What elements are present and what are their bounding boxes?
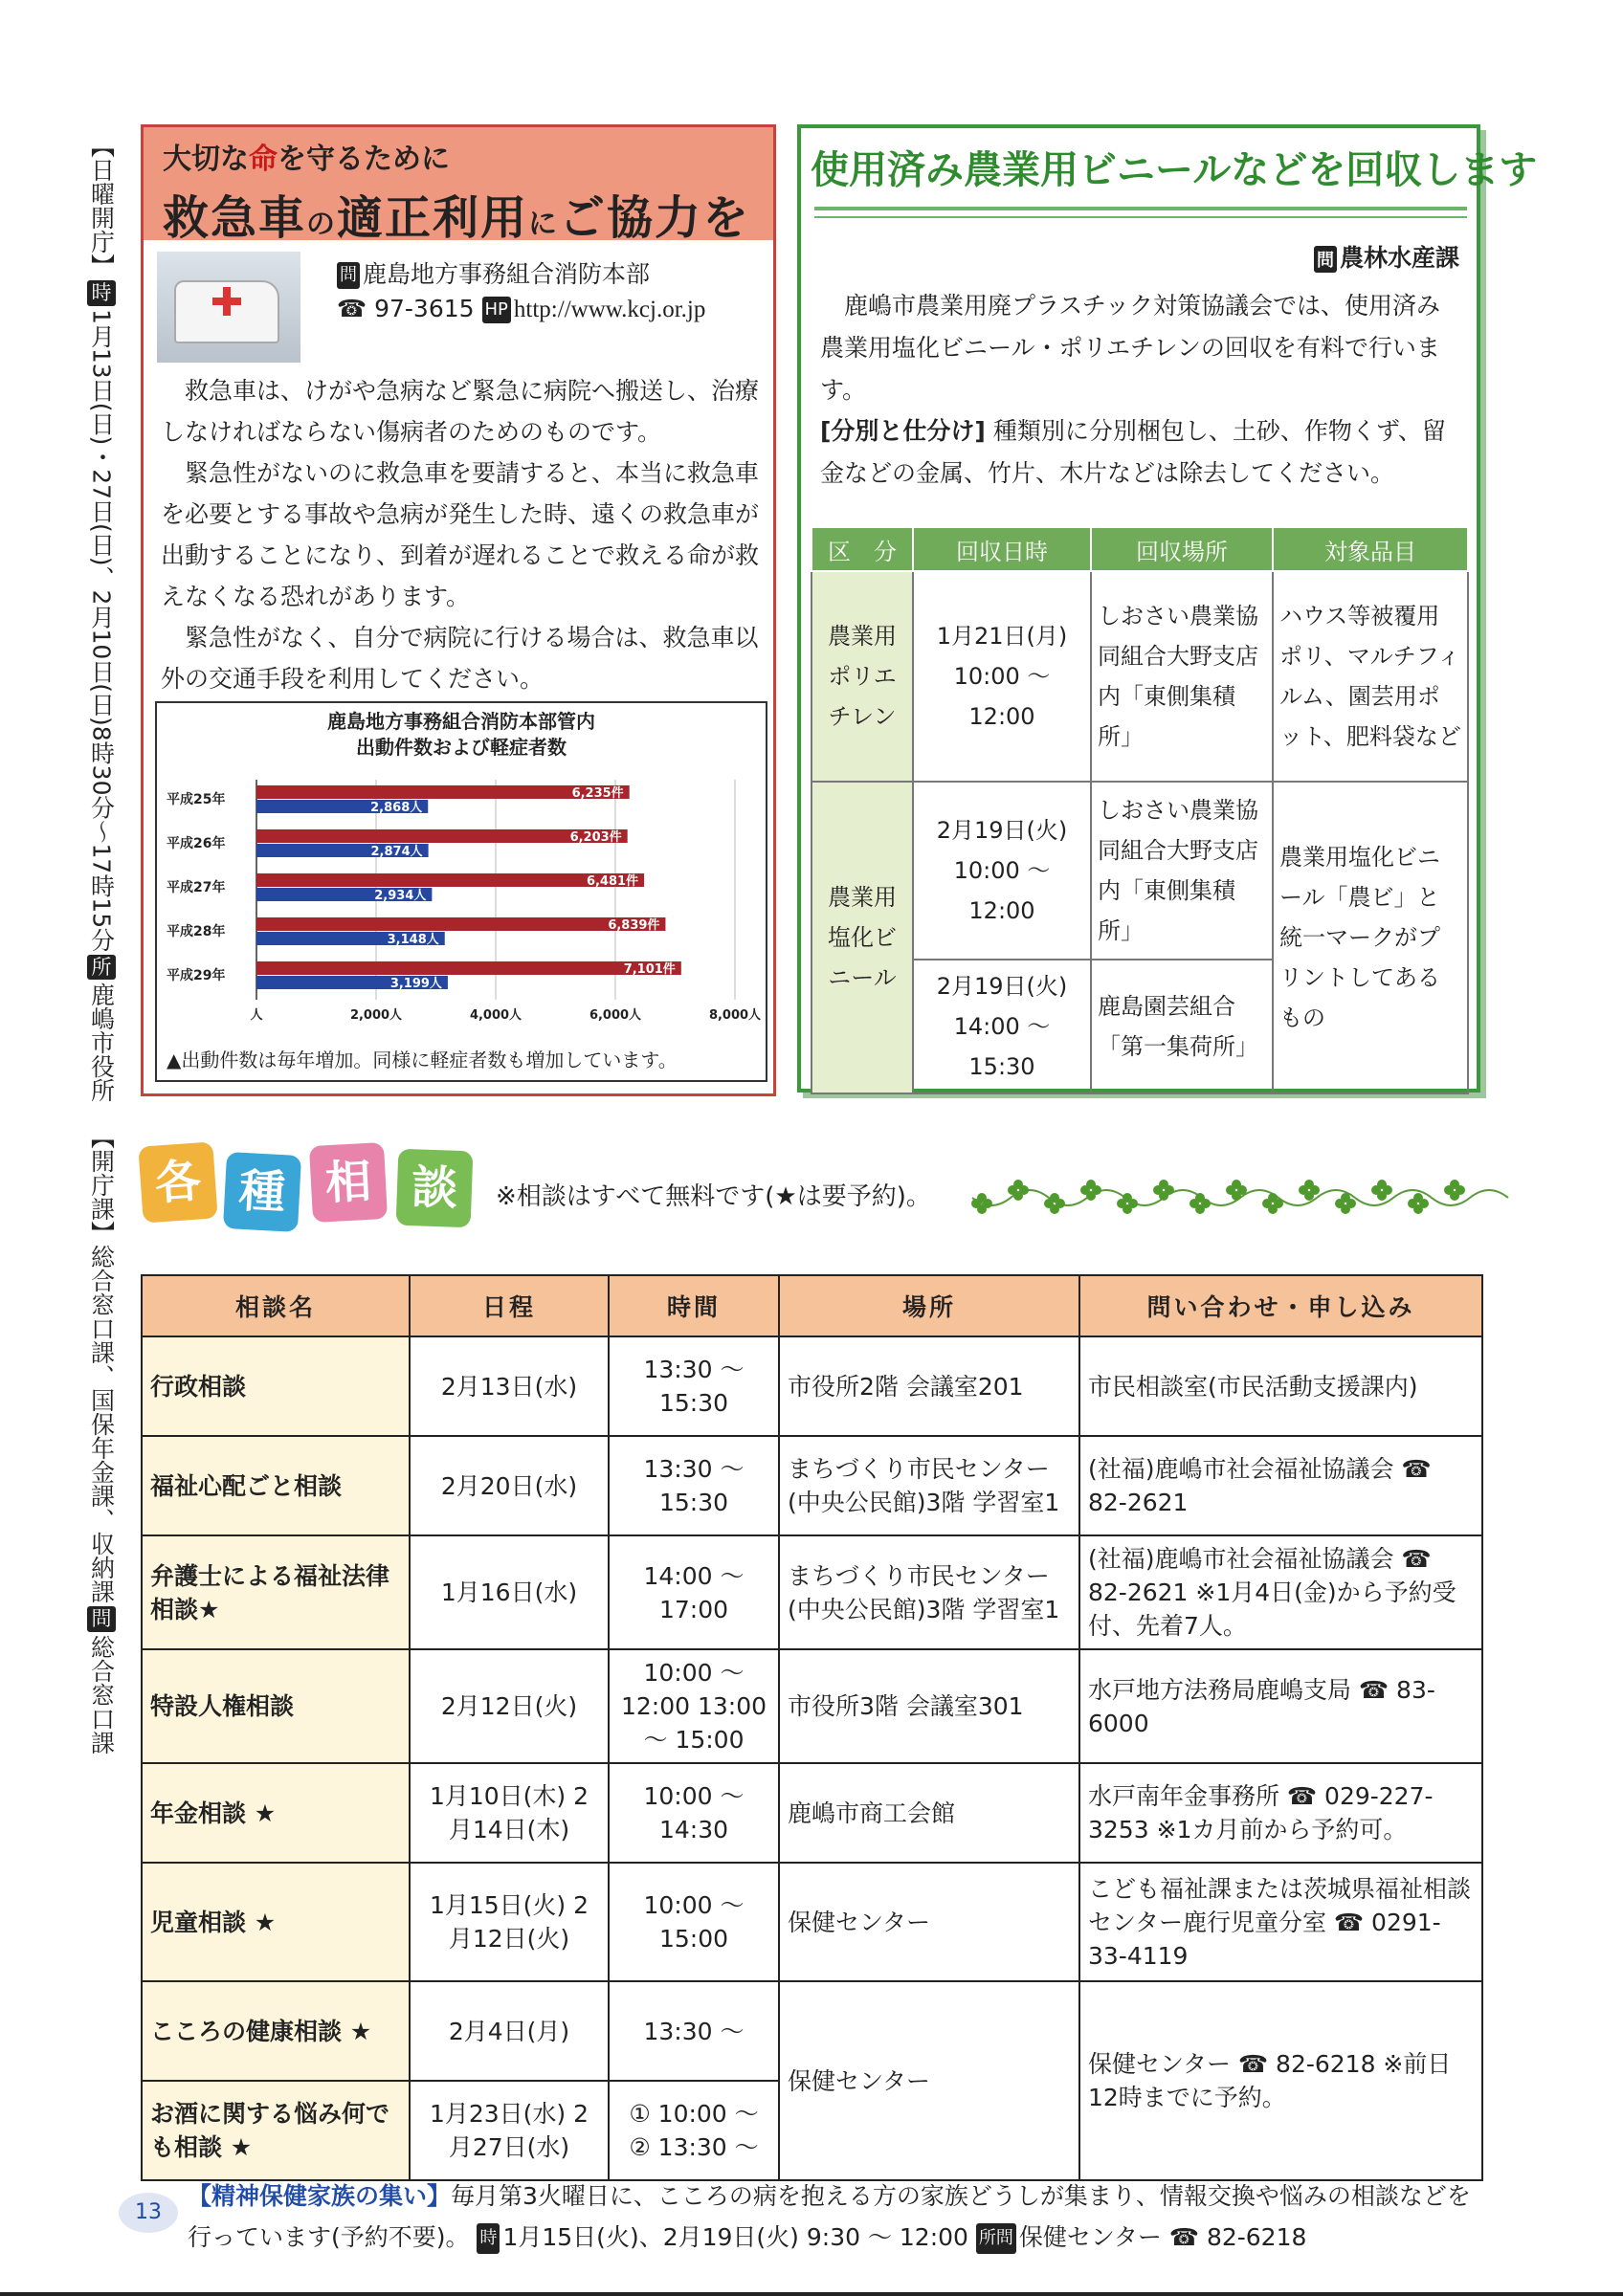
table-row [142,1863,1482,1981]
vinyl-dept: 問 農林水産課 [1314,239,1459,274]
sunday-dates: 1月13日(日)・27日(日)、2月10日(日)8時30分〜17時15分 [87,308,116,952]
clover-icon [1189,1193,1211,1214]
family-meeting-note [188,2175,1489,2258]
consult-time: 13:30 〜 15:30 [609,1436,779,1535]
consult-time: 14:00 〜 17:00 [609,1535,779,1649]
heading-tile: 各 [138,1141,217,1223]
inquiry-dept: 総合窓口課 [87,1635,116,1755]
date-cell: 1月21日(月) 10:00 〜 12:00 [913,571,1091,782]
consult-time: 13:30 〜 15:30 [609,1336,779,1436]
time-tag: 時 [477,2223,500,2255]
vinyl-body [820,285,1463,495]
consult-contact: 保健センター ☎ 82-6218 ※前日12時までに予約。 [1079,1981,1482,2180]
chart-caption: ▲出動件数は毎年増加。同様に軽症者数も増加しています。 [167,1049,678,1071]
consult-contact: 市民相談室(市民活動支援課内) [1079,1336,1482,1436]
clover-icon [1080,1180,1101,1201]
items-cell: 農業用塩化ビニール「農ビ」と統一マークがプリントしてあるもの [1273,782,1468,1093]
consult-name: 福祉心配ごと相談 [142,1436,410,1535]
clover-icon [1153,1180,1174,1201]
consult-time: 10:00 〜 15:00 [609,1863,779,1981]
bar [256,917,665,931]
consult-name: お酒に関する悩み何でも相談 ★ [142,2081,410,2180]
contact-url[interactable]: http://www.kcj.or.jp [513,297,706,323]
consult-note: ※相談はすべて無料です(★は要予約)。 [496,1182,931,1211]
date-cell: 2月19日(火) 14:00 〜 15:30 [913,960,1091,1093]
table-row [812,571,1468,782]
clover-icon [1226,1180,1247,1201]
vinyl-para-1: 鹿嶋市農業用廃プラスチック対策協議会では、使用済み農業用塩化ビニール・ポリエチレンの回収を有料で行います。 [820,292,1441,404]
bar-value-label: 7,101件 [623,962,676,977]
place-tag: 所 [87,955,116,981]
heading-tile: 種 [223,1152,301,1232]
place-cell: しおさい農業協同組合大野支店内「東側集積所」 [1091,782,1273,960]
consult-name: 児童相談 ★ [142,1863,410,1981]
consult-contact: 水戸南年金事務所 ☎ 029-227-3253 ※1カ月前から予約可。 [1079,1763,1482,1863]
clover-vine-decoration [968,1173,1483,1221]
sidebar-info [80,134,122,1856]
bar-value-label: 2,874人 [370,845,423,859]
consult-contact: 水戸地方法務局鹿嶋支局 ☎ 83-6000 [1079,1649,1482,1763]
date-cell: 2月19日(火) 10:00 〜 12:00 [913,782,1091,960]
homepage-badge: HP [482,297,511,323]
consult-place: 保健センター [779,1981,1079,2180]
contact-tel: 97-3615 [374,295,475,323]
consult-contact: (社福)鹿嶋市社会福祉協議会 ☎ 82-2621 ※1月4日(金)から予約受付、先着7人。 [1079,1535,1482,1649]
consultation-table [141,1274,1483,2181]
vinyl-title: 使用済み農業用ビニールなどを回収します [811,148,1538,192]
phone-icon: ☎ [337,295,367,323]
inquiry-badge: 問 [337,262,360,289]
place-cell: しおさい農業協同組合大野支店内「東側集積所」 [1091,571,1273,782]
clover-icon [1444,1180,1465,1201]
bar-value-label: 3,199人 [389,977,442,991]
col-header-time: 時間 [609,1275,779,1336]
col-header-category: 区 分 [812,527,913,571]
consult-name: 弁護士による福祉法律相談★ [142,1535,410,1649]
consult-name: 行政相談 [142,1336,410,1436]
family-meeting-lead: 【精神保健家族の集い】 [188,2182,452,2210]
table-row [142,1436,1482,1535]
heading-tile: 相 [309,1142,388,1223]
category-label: 平成25年 [167,792,226,807]
consult-time: 13:30 〜 [609,1981,779,2081]
consult-schedule: 2月13日(水) [410,1336,609,1436]
x-tick-label: 4,000人 [469,1008,522,1023]
consult-schedule: 1月15日(火) 2月12日(火) [410,1863,609,1981]
consult-schedule: 2月4日(月) [410,1981,609,2081]
consult-contact: こども福祉課または茨城県福祉相談センター鹿行児童分室 ☎ 0291-33-4119 [1079,1863,1482,1981]
category-cell: 農業用ポリエチレン [812,571,913,782]
vinyl-article [797,124,1538,1093]
place-tag: 所問 [976,2223,1016,2255]
x-tick-label: 6,000人 [589,1008,642,1023]
time-tag: 時 [87,280,116,306]
category-label: 平成29年 [167,968,226,983]
family-meeting-time: 1月15日(火)、2月19日(火) 9:30 〜 12:00 [502,2223,968,2251]
x-tick-label: 8,000人 [708,1008,762,1023]
table-row [142,1336,1482,1436]
consult-schedule: 2月12日(火) [410,1649,609,1763]
table-row [142,1763,1482,1863]
consult-schedule: 1月23日(水) 2月27日(水) [410,2081,609,2180]
bar-value-label: 6,839件 [608,918,660,933]
collection-table [811,526,1469,1094]
clover-icon [1408,1193,1429,1214]
consult-place: 市役所3階 会議室301 [779,1649,1079,1763]
consult-place: まちづくり市民センター(中央公民館)3階 学習室1 [779,1436,1079,1535]
vinyl-para-2: [分別と仕分け] 種類別に分別梱包し、土砂、作物くず、留金などの金属、竹片、木片などは除去してください。 [820,417,1446,487]
table-row [142,1649,1482,1763]
consult-schedule: 2月20日(水) [410,1436,609,1535]
page-number: 13 [119,2193,178,2233]
consult-contact: (社福)鹿嶋市社会福祉協議会 ☎ 82-2621 [1079,1436,1482,1535]
dispatch-chart [155,701,767,1082]
bar [256,961,681,975]
consult-time: ① 10:00 〜 ② 13:30 〜 [609,2081,779,2180]
bar-value-label: 6,203件 [569,830,622,845]
consult-time: 10:00 〜 14:30 [609,1763,779,1863]
consult-schedule: 1月16日(水) [410,1535,609,1649]
bar-value-label: 3,148人 [387,933,439,947]
consult-name: 特設人権相談 [142,1649,410,1763]
x-tick-label: 2,000人 [349,1008,403,1023]
inquiry-tag: 問 [87,1606,116,1632]
consult-name: 年金相談 ★ [142,1763,410,1863]
category-label: 平成27年 [167,880,226,895]
x-tick-label: 人 [250,1008,263,1023]
ambulance-para-3: 緊急性がなく、自分で病院に行ける場合は、救急車以外の交通手段を利用してください。 [161,624,759,693]
family-meeting-text: 毎月第3火曜日に、こころの病を抱える方の家族どうしが集まり、情報交換や悩みの相談などを行っています(予約不要)。 [188,2182,1471,2251]
sunday-label: 【日曜開庁】 [87,134,116,277]
col-header-items: 対象品目 [1273,527,1468,571]
ambulance-article [141,124,776,1096]
consult-schedule: 1月10日(木) 2月14日(木) [410,1763,609,1863]
col-header-place: 回収場所 [1091,527,1273,571]
consult-place: 市役所2階 会議室201 [779,1336,1079,1436]
bar-value-label: 6,481件 [586,874,639,889]
category-cell: 農業用塩化ビニール [812,782,913,1093]
chart-title: 鹿島地方事務組合消防本部管内 出動件数および軽症者数 [327,710,595,759]
heading-tile: 談 [396,1149,474,1228]
clover-icon [1371,1180,1392,1201]
ambulance-header [144,127,773,245]
col-header-schedule: 日程 [410,1275,609,1336]
chart-plot [157,770,766,1023]
table-row [142,1981,1482,2081]
consult-place: 保健センター [779,1863,1079,1981]
category-label: 平成26年 [167,836,226,851]
consult-name: こころの健康相談 ★ [142,1981,410,2081]
bar-value-label: 2,934人 [374,889,427,903]
ambulance-para-1: 救急車は、けがや急病など緊急に病院へ搬送し、治療しなければならない傷病者のためのものです。 [161,377,760,446]
col-header-contact: 問い合わせ・申し込み [1079,1275,1482,1336]
ambulance-photo [157,252,300,363]
ambulance-subtitle: 大切な命を守るために [163,143,450,176]
items-cell: ハウス等被覆用ポリ、マルチフィルム、園芸用ポット、肥料袋など [1273,571,1468,782]
ambulance-title: 救急車の適正利用にご協力を [163,191,751,245]
section-label: 【開庁課】 [87,1125,116,1246]
place-cell: 鹿島園芸組合「第一集荷所」 [1091,960,1273,1093]
consult-time: 10:00 〜 12:00 13:00 〜 15:00 [609,1649,779,1763]
section-list: 総合窓口課、国保年金課、収納課 [87,1245,116,1604]
bar-value-label: 2,868人 [370,801,423,815]
category-label: 平成28年 [167,924,226,939]
ambulance-contact [337,257,705,328]
col-header-date: 回収日時 [913,527,1091,571]
clover-icon [1262,1193,1283,1214]
col-header-place: 場所 [779,1275,1079,1336]
col-header-name: 相談名 [142,1275,410,1336]
sunday-place: 鹿嶋市役所 [87,982,116,1103]
table-row [142,1535,1482,1649]
family-meeting-place: 保健センター ☎ 82-6218 [1018,2223,1307,2251]
consult-place: まちづくり市民センター(中央公民館)3階 学習室1 [779,1535,1079,1649]
ambulance-para-2: 緊急性がないのに救急車を要請すると、本当に救急車を必要とする事故や急病が発生した時、遠くの救急車が出動することになり、到着が遅れることで救える命が救えなくなる恐れがあります。 [161,459,760,610]
bar-value-label: 6,235件 [571,786,624,801]
ambulance-body [161,370,760,699]
table-row [812,782,1468,960]
consult-place: 鹿嶋市商工会館 [779,1763,1079,1863]
clover-icon [1117,1193,1138,1214]
contact-org: 鹿島地方事務組合消防本部 [363,260,651,288]
